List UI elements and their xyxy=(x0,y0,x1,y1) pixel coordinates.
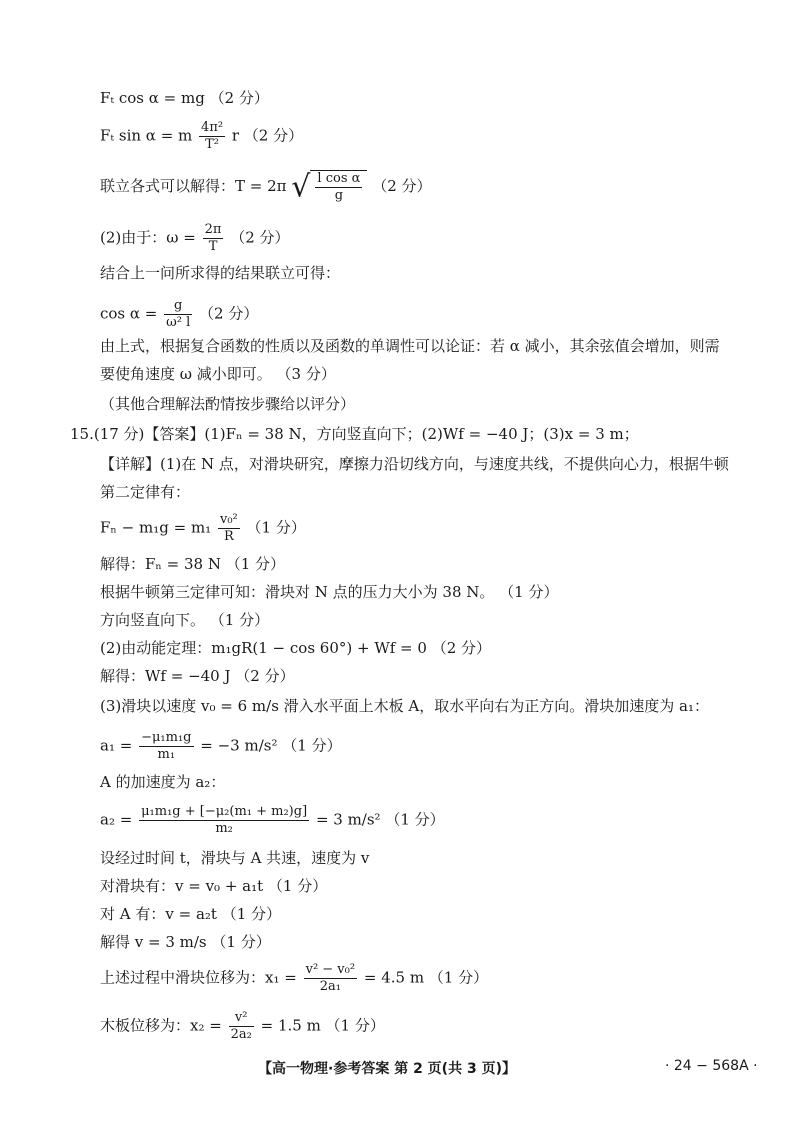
eq-omega xyxy=(100,222,290,255)
fraction-denominator: 2a₁ xyxy=(319,979,341,994)
fraction xyxy=(304,962,357,995)
radical-sign-icon: √ xyxy=(291,169,311,205)
fraction-numerator: 2π xyxy=(204,222,222,237)
fraction-denominator: ω² l xyxy=(166,315,191,330)
q15-detail-2: 第二定律有： xyxy=(100,483,191,501)
fraction-numerator: μ₁m₁g + [−μ₂(m₁ + m₂)g] xyxy=(141,804,308,819)
fraction-numerator: v₀² xyxy=(219,512,238,527)
text-combine: 结合上一问所求得的结果联立可得： xyxy=(100,264,341,282)
text-reasoning-2: 要使角速度 ω 减小即可。 （3 分） xyxy=(100,365,336,383)
eq-cos-alpha xyxy=(100,298,258,331)
eq-slider-v: 对滑块有：v = v₀ + a₁t （1 分） xyxy=(100,877,328,895)
fraction-denominator: m₂ xyxy=(215,821,233,836)
eq-a1 xyxy=(100,730,342,763)
eq-text: （2 分） xyxy=(230,228,290,247)
eq-ft-sin xyxy=(100,120,303,153)
eq-text: （2 分） xyxy=(372,177,432,195)
eq-fn-result: 解得：Fₙ = 38 N （1 分） xyxy=(100,555,286,573)
text-reasoning-1: 由上式，根据复合函数的性质以及函数的单调性可以论证：若 α 减小，其余弦值会增加，则需 xyxy=(100,337,720,355)
text-common-speed: 设经过时间 t，滑块与 A 共速，速度为 v xyxy=(100,849,370,867)
fraction-denominator: R xyxy=(223,529,234,544)
text-part-3: (3)滑块以速度 v₀ = 6 m/s 滑入水平面上木板 A，取水平向右为正方向。滑块加速度为 a₁： xyxy=(100,697,709,715)
fraction-numerator: 4π² xyxy=(201,120,224,135)
square-root xyxy=(291,170,367,204)
fraction-numerator: l cos α xyxy=(317,171,361,186)
fraction-numerator: g xyxy=(164,298,192,315)
eq-text: Fₙ − m₁g = m₁ xyxy=(100,518,212,537)
fraction-numerator: v² − v₀² xyxy=(305,962,356,977)
eq-text: 上述过程中滑块位移为：x₁ = xyxy=(100,968,297,987)
q15-detail-1: 【详解】(1)在 N 点，对滑块研究，摩擦力沿切线方向，与速度共线，不提供向心力，根据牛顿 xyxy=(100,455,729,473)
eq-kinetic-energy: (2)由动能定理：m₁gR(1 − cos 60°) + Wf = 0 （2 分） xyxy=(100,639,492,657)
fraction xyxy=(218,512,240,545)
eq-text: Fₜ sin α = m xyxy=(100,126,193,145)
eq-a2 xyxy=(100,804,445,837)
footer-page-info: 【高一物理·参考答案 第 2 页(共 3 页)】 xyxy=(258,1061,516,1077)
fraction xyxy=(315,171,362,204)
eq-text: = 4.5 m （1 分） xyxy=(363,968,489,987)
text-a2-label: A 的加速度为 a₂： xyxy=(100,773,226,791)
eq-text: 联立各式可以解得：T = 2π xyxy=(100,177,287,195)
fraction xyxy=(229,1010,254,1043)
text-newton-third: 根据牛顿第三定律可知：滑块对 N 点的压力大小为 38 N。 （1 分） xyxy=(100,583,559,601)
fraction xyxy=(199,120,225,153)
eq-board-v: 对 A 有：v = a₂t （1 分） xyxy=(100,905,282,923)
eq-text: r （2 分） xyxy=(231,126,304,145)
eq-text: （1 分） xyxy=(246,518,306,537)
eq-text: （2 分） xyxy=(199,304,259,323)
eq-v-result: 解得 v = 3 m/s （1 分） xyxy=(100,933,271,951)
eq-text: a₂ = xyxy=(100,810,133,829)
fraction-denominator: m₁ xyxy=(157,747,176,762)
eq-text: = 3 m/s² （1 分） xyxy=(315,810,445,829)
eq-text: a₁ = xyxy=(100,736,133,755)
fraction-denominator: g xyxy=(334,188,344,203)
eq-x2 xyxy=(100,1010,385,1043)
fraction xyxy=(139,730,193,763)
eq-text: (2)由于：ω = xyxy=(100,228,196,247)
eq-text: cos α = xyxy=(100,304,158,323)
fraction-numerator: v² xyxy=(229,1010,254,1027)
fraction-denominator: 2a₂ xyxy=(230,1027,252,1042)
text-grading-note: （其他合理解法酌情按步骤给以评分） xyxy=(100,395,356,413)
fraction-numerator: −μ₁m₁g xyxy=(141,730,192,745)
fraction xyxy=(139,804,309,837)
text-direction: 方向竖直向下。 （1 分） xyxy=(100,611,270,629)
eq-newton-second xyxy=(100,512,306,545)
fraction-denominator: T xyxy=(208,239,218,254)
eq-text: = 1.5 m （1 分） xyxy=(260,1016,385,1035)
fraction-denominator: T² xyxy=(205,137,219,152)
eq-x1 xyxy=(100,962,488,995)
fraction xyxy=(164,298,192,331)
fraction xyxy=(203,222,224,255)
footer-code: · 24 − 568A · xyxy=(665,1058,758,1074)
eq-text: = −3 m/s² （1 分） xyxy=(200,736,342,755)
eq-text: 木板位移为：x₂ = xyxy=(100,1016,222,1035)
eq-ft-cos: Fₜ cos α = mg （2 分） xyxy=(100,89,269,107)
q15-answer: 15.(17 分)【答案】(1)Fₙ = 38 N，方向竖直向下；(2)Wf = −40 J；(3)x = 3 m； xyxy=(70,425,639,443)
eq-period xyxy=(100,170,432,204)
eq-wf-result: 解得：Wf = −40 J （2 分） xyxy=(100,667,295,685)
